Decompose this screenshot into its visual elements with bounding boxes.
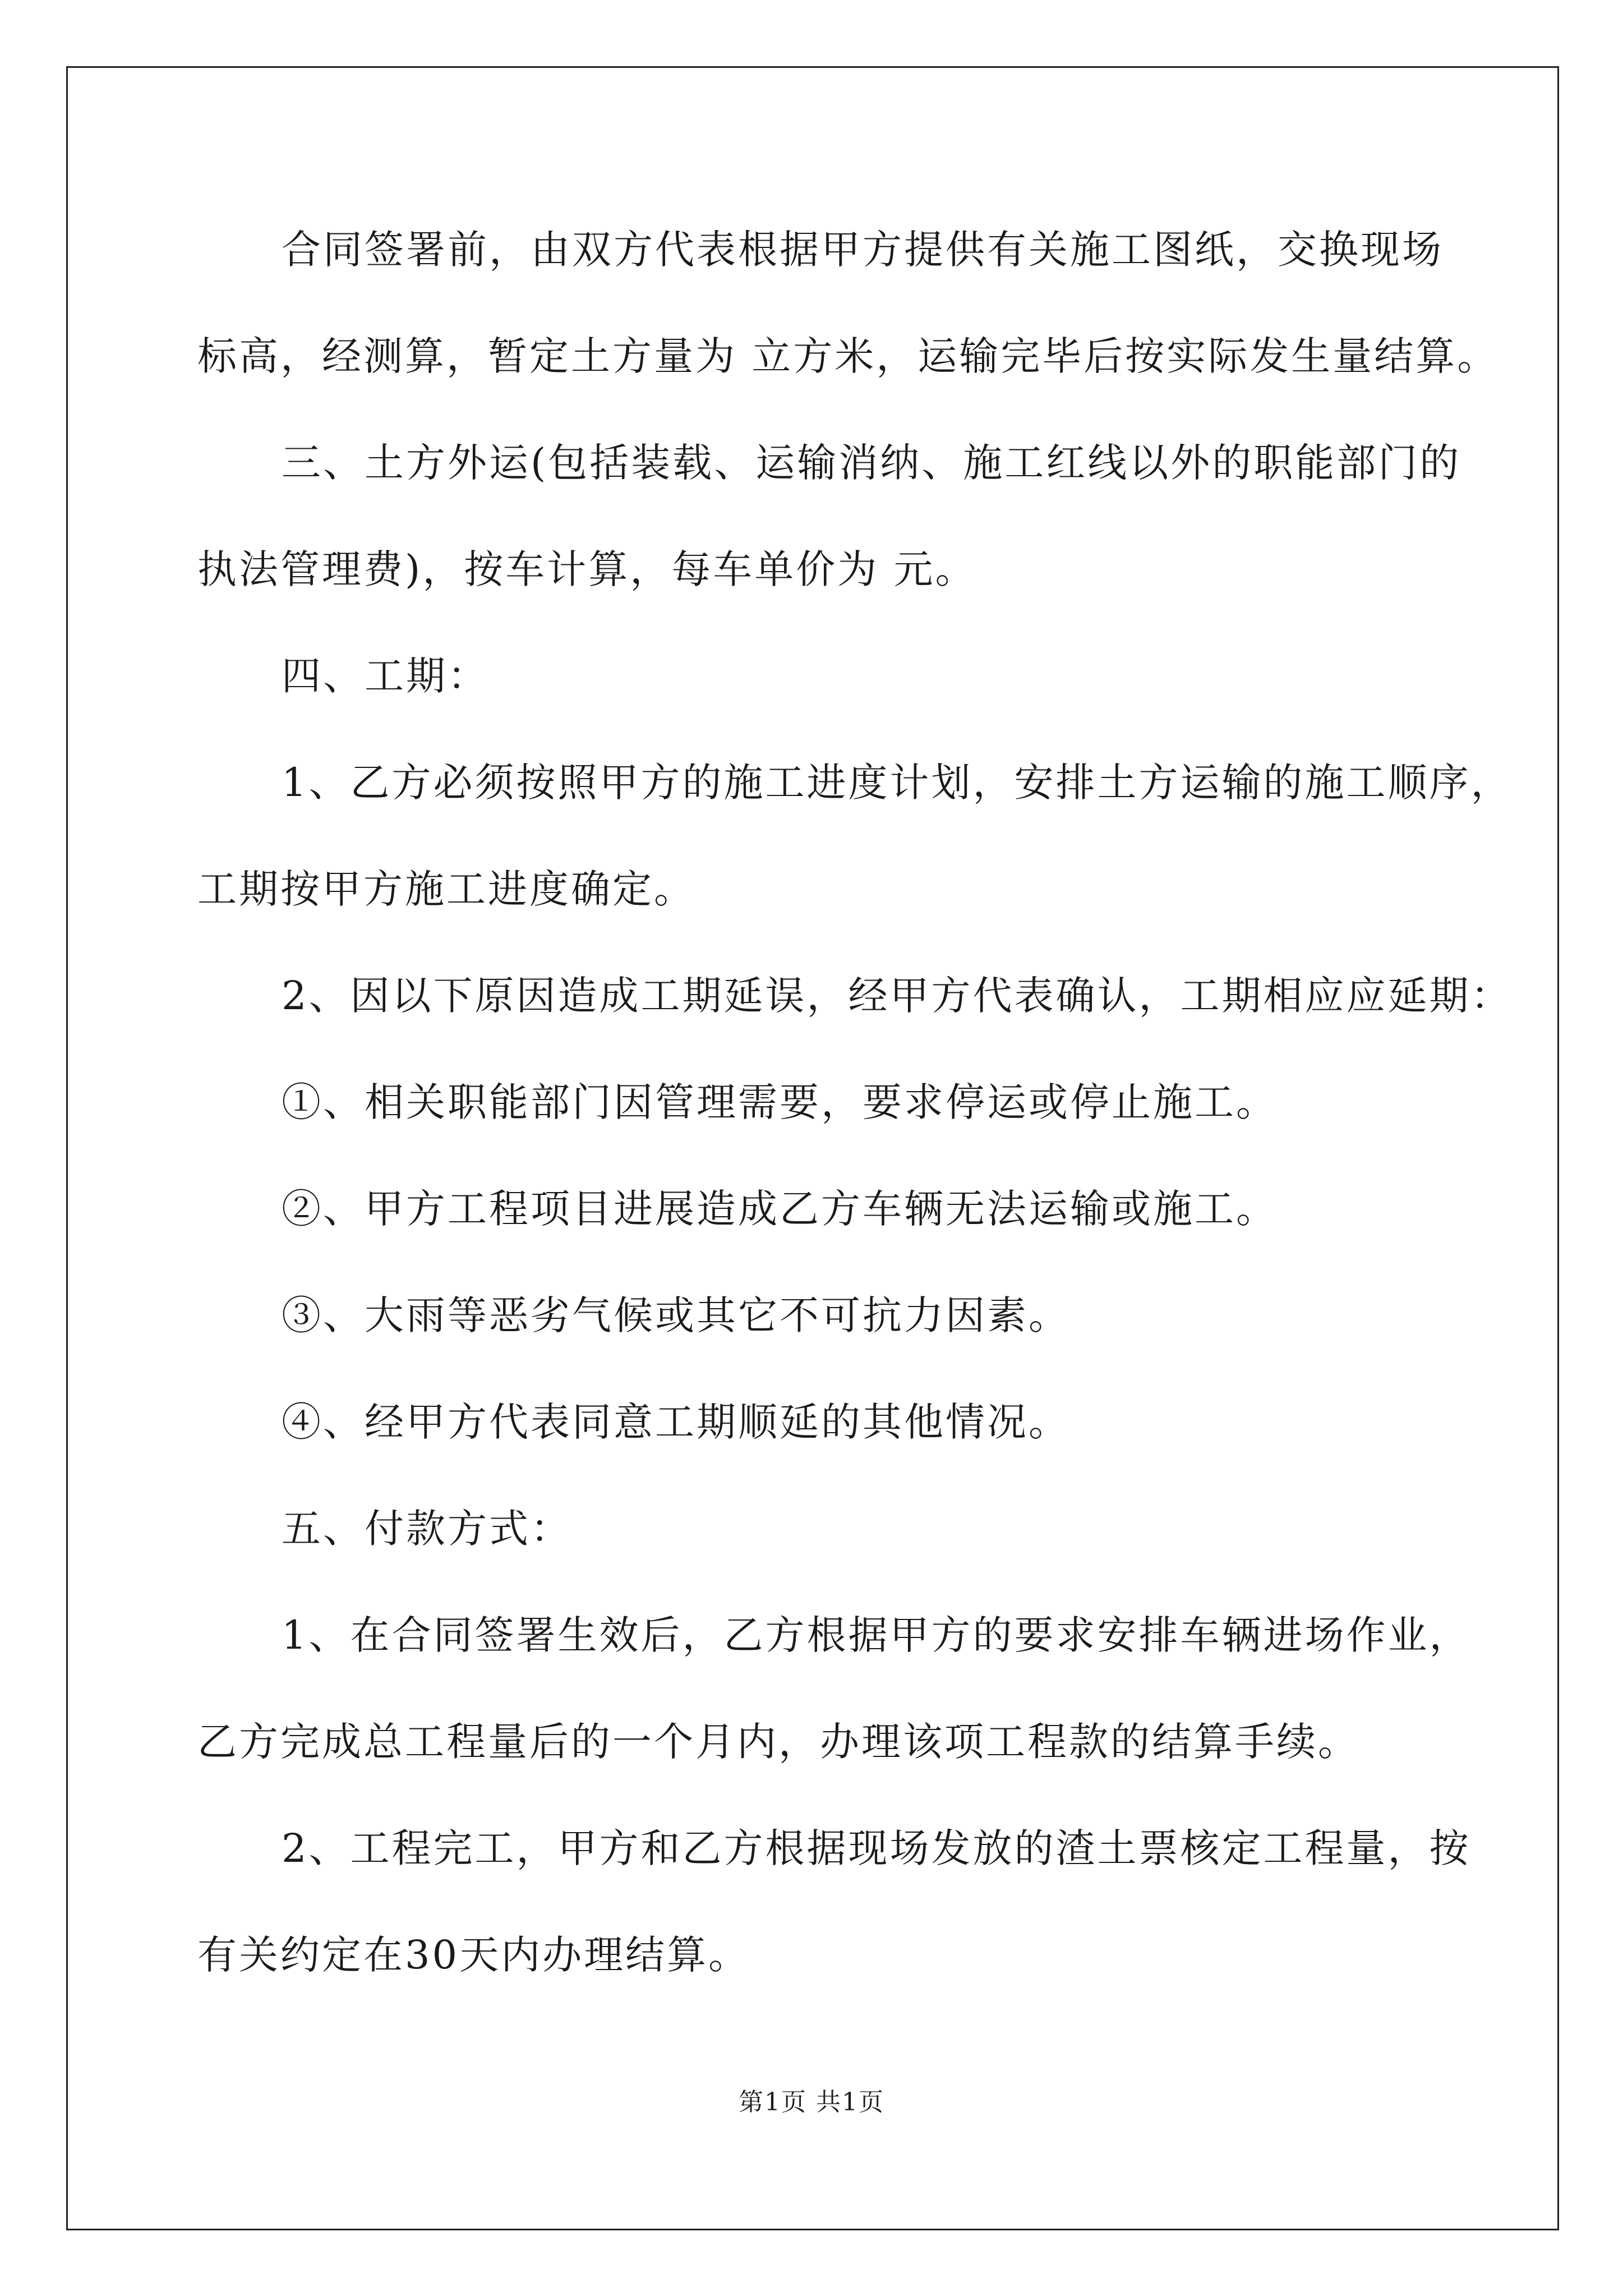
text-line: 1、乙方必须按照甲方的施工进度计划，安排土方运输的施工顺序， [282,760,1513,806]
text-line: 1、在合同签署生效后，乙方根据甲方的要求安排车辆进场作业， [282,1612,1471,1658]
list-item: ①、相关职能部门因管理需要，要求停运或停止施工。 [282,1079,1278,1125]
text-line: 标高，经测算，暂定土方量为 立方米，运输完毕后按实际发生量结算。 [197,333,1499,379]
list-item: ③、大雨等恶劣气候或其它不可抗力因素。 [282,1292,1070,1338]
text-line: 合同签署前，由双方代表根据甲方提供有关施工图纸，交换现场 [282,227,1444,273]
text-line: 有关约定在30天内办理结算。 [197,1932,750,1978]
section-heading: 五、付款方式： [282,1506,572,1552]
list-item: ④、经甲方代表同意工期顺延的其他情况。 [282,1399,1070,1445]
text-line: 执法管理费)，按车计算，每车单价为 元。 [197,546,977,592]
list-item: ②、甲方工程项目进展造成乙方车辆无法运输或施工。 [282,1186,1278,1232]
text-line: 工期按甲方施工进度确定。 [197,866,695,912]
text-line: 2、因以下原因造成工期延误，经甲方代表确认，工期相应应延期： [282,973,1513,1019]
text-line: 2、工程完工，甲方和乙方根据现场发放的渣土票核定工程量，按 [282,1825,1471,1871]
text-line: 三、土方外运(包括装载、运输消纳、施工红线以外的职能部门的 [282,440,1461,486]
page-number-footer: 第1页 共1页 [739,2088,884,2116]
text-line: 乙方完成总工程量后的一个月内，办理该项工程款的结算手续。 [197,1719,1359,1765]
section-heading: 四、工期： [282,653,489,699]
page-border [66,66,1559,2230]
